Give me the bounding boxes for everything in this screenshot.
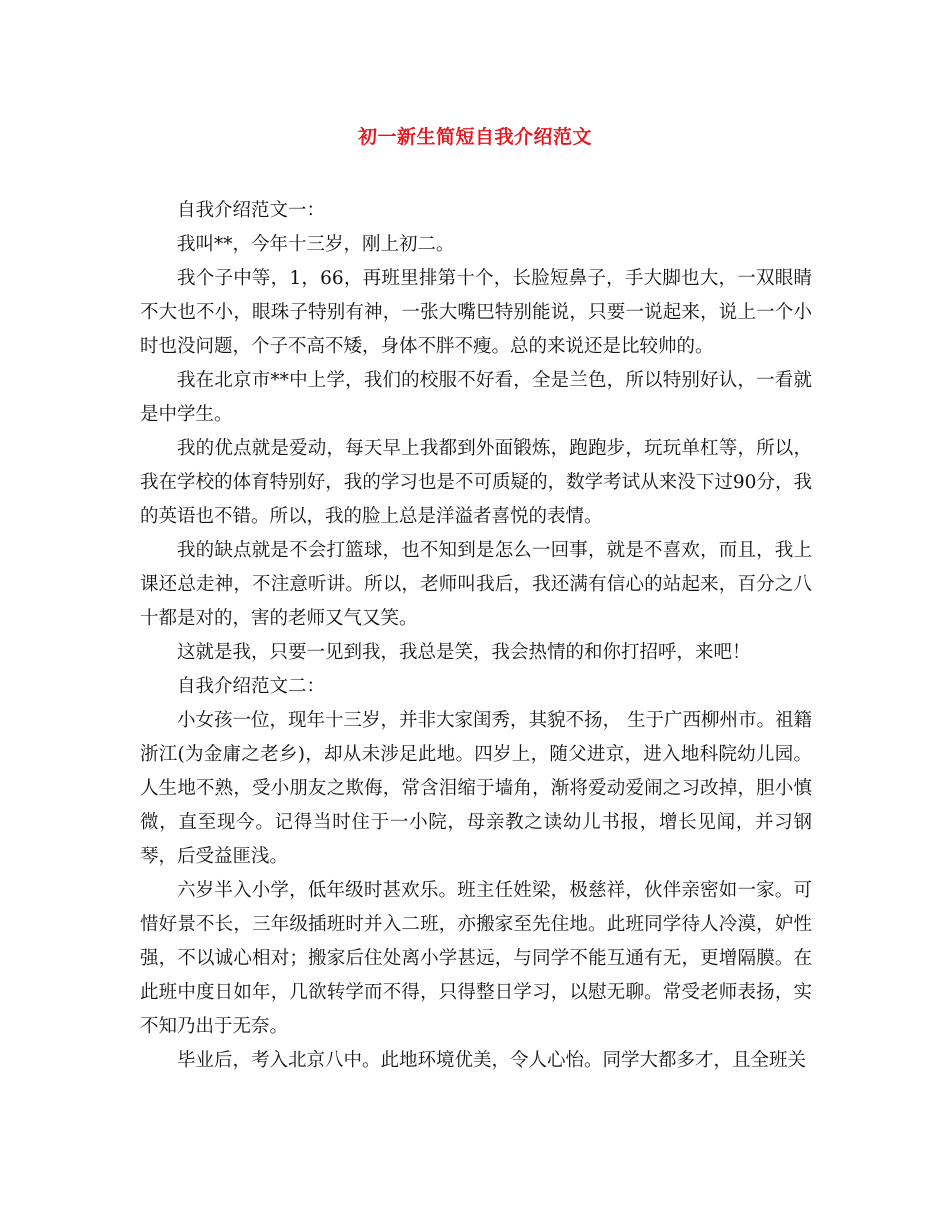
paragraph: 我的优点就是爱动，每天早上我都到外面锻炼，跑跑步，玩玩单杠等，所以，我在学校的体育特别好，我的学习也是不可质疑的，数学考试从来没下过90分，我的英语也不错。所以，我的脸上总是洋溢者喜悦的表情。 — [140, 438, 812, 527]
paragraph: 六岁半入小学，低年级时甚欢乐。班主任姓梁，极慈祥，伙伴亲密如一家。可惜好景不长，三年级插班时并入二班，亦搬家至先住地。此班同学待人冷漠，妒性强，不以诚心相对；搬家后住处离小学甚远，与同学不能互通有无，更增隔膜。在此班中度日如年，几欲转学而不得，只得整日学习，以慰无聊。常受老师表扬，实不知乃出于无奈。 — [140, 880, 812, 1037]
paragraph: 我个子中等，1，66，再班里排第十个，长脸短鼻子，手大脚也大，一双眼睛不大也不小，眼珠子特别有神，一张大嘴巴特别能说，只要一说起来，说上一个小时也没问题，个子不高不矮，身体不胖不瘦。总的来说还是比较帅的。 — [140, 268, 812, 357]
paragraph: 我叫**，今年十三岁，刚上初二。 — [177, 234, 455, 255]
paragraph: 小女孩一位，现年十三岁，并非大家闺秀，其貌不扬， 生于广西柳州市。祖籍浙江(为金庸之老乡)，却从未涉足此地。四岁上，随父进京，进入地科院幼儿园。人生地不熟，受小朋友之欺侮，常含泪缩于墙角，渐将爱动爱闹之习改掉，胆小慎微，直至现今。记得当时住于一小院，母亲教之读幼儿书报，增长见闻，并习钢琴，后受益匪浅。 — [140, 710, 812, 867]
paragraph: 毕业后，考入北京八中。此地环境优美，令人心怡。同学大都多才，且全班关 — [177, 1050, 807, 1071]
document-body — [140, 194, 812, 1078]
paragraph: 我在北京市**中上学，我们的校服不好看，全是兰色，所以特别好认，一看就是中学生。 — [140, 370, 812, 425]
paragraph: 这就是我，只要一见到我，我总是笑，我会热情的和你打招呼，来吧！ — [177, 642, 751, 663]
document-title: 初一新生简短自我介绍范文 — [357, 126, 592, 148]
paragraph-heading-2: 自我介绍范文二： — [177, 676, 326, 697]
paragraph: 我的缺点就是不会打篮球，也不知到是怎么一回事，就是不喜欢，而且，我上课还总走神，不注意听讲。所以，老师叫我后，我还满有信心的站起来，百分之八十都是对的，害的老师又气又笑。 — [140, 540, 812, 629]
paragraph-heading-1: 自我介绍范文一： — [177, 200, 326, 221]
